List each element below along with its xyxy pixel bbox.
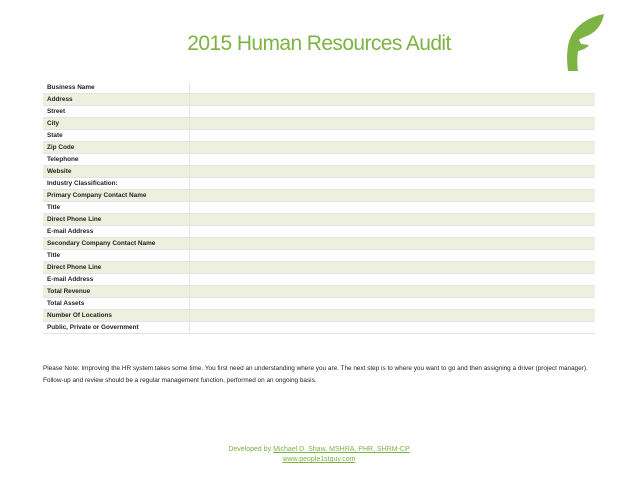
- row-label: Address: [43, 94, 190, 106]
- row-value-field[interactable]: [190, 298, 596, 310]
- footer-credit-name[interactable]: Michael D. Shaw, MSHRA, PHR, SHRM-CP: [273, 446, 410, 453]
- row-value-field[interactable]: [190, 82, 596, 94]
- footer: [0, 445, 638, 465]
- row-label: Primary Company Contact Name: [43, 190, 190, 202]
- row-label: Business Name: [43, 82, 190, 94]
- table-row: [43, 262, 595, 274]
- table-row: [43, 166, 595, 178]
- row-value-field[interactable]: [190, 310, 596, 322]
- table-row: [43, 226, 595, 238]
- row-label: E-mail Address: [43, 274, 190, 286]
- table-row: [43, 286, 595, 298]
- row-label: Industry Classification:: [43, 178, 190, 190]
- row-value-field[interactable]: [190, 130, 596, 142]
- row-label: State: [43, 130, 190, 142]
- row-value-field[interactable]: [190, 214, 596, 226]
- row-label: Telephone: [43, 154, 190, 166]
- row-label: City: [43, 118, 190, 130]
- table-row: [43, 118, 595, 130]
- row-value-field[interactable]: [190, 322, 596, 334]
- row-value-field[interactable]: [190, 94, 596, 106]
- row-label: Number Of Locations: [43, 310, 190, 322]
- table-row: [43, 238, 595, 250]
- row-value-field[interactable]: [190, 154, 596, 166]
- footer-credit-line: [0, 445, 638, 455]
- table-row: [43, 82, 595, 94]
- table-row: [43, 322, 595, 334]
- footer-url-link[interactable]: www.people1stguy.com: [282, 456, 356, 463]
- row-label: Street: [43, 106, 190, 118]
- table-row: [43, 274, 595, 286]
- row-label: Title: [43, 250, 190, 262]
- table-row: [43, 202, 595, 214]
- row-value-field[interactable]: [190, 202, 596, 214]
- table-row: [43, 94, 595, 106]
- row-label: Secondary Company Contact Name: [43, 238, 190, 250]
- page-title: 2015 Human Resources Audit: [187, 32, 451, 55]
- row-value-field[interactable]: [190, 118, 596, 130]
- table-row: [43, 214, 595, 226]
- row-value-field[interactable]: [190, 106, 596, 118]
- row-value-field[interactable]: [190, 178, 596, 190]
- row-value-field[interactable]: [190, 142, 596, 154]
- row-value-field[interactable]: [190, 166, 596, 178]
- table-row: [43, 178, 595, 190]
- row-value-field[interactable]: [190, 274, 596, 286]
- row-label: Direct Phone Line: [43, 262, 190, 274]
- table-row: [43, 310, 595, 322]
- row-label: Website: [43, 166, 190, 178]
- row-value-field[interactable]: [190, 226, 596, 238]
- row-value-field[interactable]: [190, 190, 596, 202]
- row-label: Zip Code: [43, 142, 190, 154]
- row-label: Public, Private or Government: [43, 322, 190, 334]
- table-row: [43, 106, 595, 118]
- leaf-f-logo-icon: [559, 13, 605, 73]
- row-label: Total Revenue: [43, 286, 190, 298]
- footer-prefix: Developed by: [228, 446, 274, 453]
- row-label: Direct Phone Line: [43, 214, 190, 226]
- table-row: [43, 250, 595, 262]
- audit-note: Please Note: Improving the HR system takes some time. You first need an understanding where you are. The next step is to where you want to go and then assigning a driver (project manager). Follow-up and review should be a regular management function, performed on an ongoing basis.: [43, 365, 588, 384]
- row-label: E-mail Address: [43, 226, 190, 238]
- row-label: Title: [43, 202, 190, 214]
- table-row: [43, 130, 595, 142]
- row-value-field[interactable]: [190, 238, 596, 250]
- table-row: [43, 154, 595, 166]
- table-row: [43, 142, 595, 154]
- row-value-field[interactable]: [190, 250, 596, 262]
- table-row: [43, 298, 595, 310]
- row-label: Total Assets: [43, 298, 190, 310]
- row-value-field[interactable]: [190, 262, 596, 274]
- table-row: [43, 190, 595, 202]
- business-info-table: [43, 82, 595, 334]
- row-value-field[interactable]: [190, 286, 596, 298]
